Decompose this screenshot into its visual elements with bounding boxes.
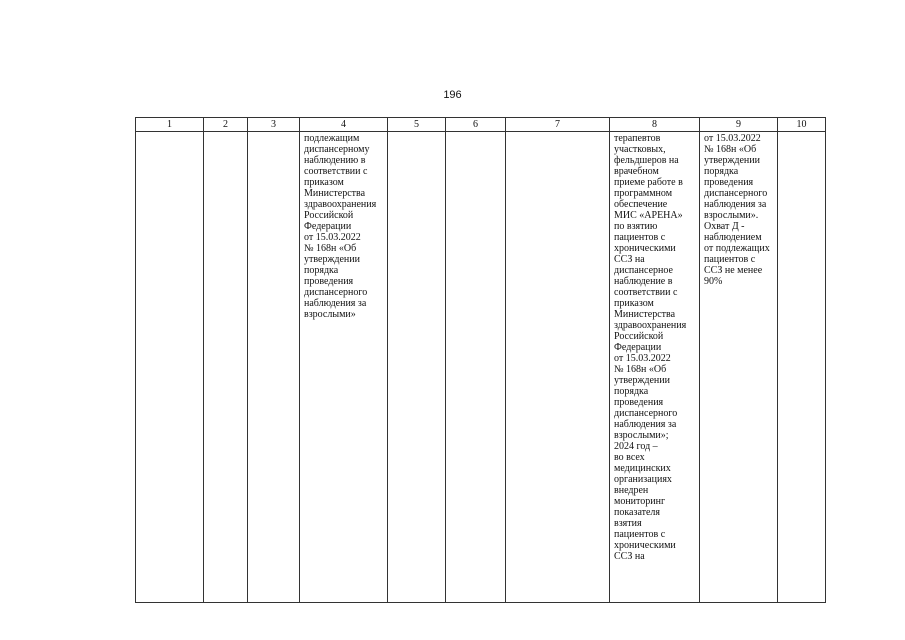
table-cell-col8 [610,132,700,603]
column-header-6: 6 [446,118,506,132]
table-cell-col3 [248,132,300,603]
cell-text [252,132,295,133]
cell-text: терапевтов участковых, фельдшеров на врачебном приеме работе в программном обеспечение МИС «АРЕНА» по взятию пациентов с хроническими ССЗ на диспансерное наблюдение в соответствии с приказом Министерства здравоохранения Российской Федерации от 15.03.2022 № 168н «Об утверждении порядка проведения диспансерного наблюдения за взрослыми»; 2024 год – во всех медицинских организациях внедрен мониторинг показателя взятия пациентов с хроническими ССЗ на [614,133,687,562]
cell-text: от 15.03.2022 № 168н «Об утверждении порядка проведения диспансерного наблюдения за взрослыми». Охват Д - наблюдением от подлежащих пациентов с ССЗ не менее 90% [704,133,770,287]
table-cell-col4 [300,132,388,603]
column-header-1: 1 [136,118,204,132]
table-cell-col1 [136,132,204,603]
cell-text [208,132,243,133]
cell-text [510,132,605,133]
column-header-3: 3 [248,118,300,132]
column-header-9: 9 [700,118,778,132]
table-cell-col2 [204,132,248,603]
column-header-2: 2 [204,118,248,132]
column-header-7: 7 [506,118,610,132]
column-header-5: 5 [388,118,446,132]
cell-text [450,132,501,133]
table-row [136,132,826,603]
column-header-10: 10 [778,118,826,132]
page-number: 196 [443,89,462,101]
document-table [135,117,826,603]
table-cell-col6 [446,132,506,603]
table-cell-col7 [506,132,610,603]
cell-text [392,132,441,133]
cell-text: подлежащим диспансерному наблюдению в соответствии с приказом Министерства здравоохранения Российской Федерации от 15.03.2022 № 168н «Об утверждении порядка проведения диспансерного наблюдения за взрослыми» [304,133,377,320]
column-header-8: 8 [610,118,700,132]
cell-text [140,132,199,133]
cell-text [782,132,821,133]
column-header-4: 4 [300,118,388,132]
table-cell-col9 [700,132,778,603]
table-header-row [136,118,826,132]
table-cell-col10 [778,132,826,603]
table-cell-col5 [388,132,446,603]
